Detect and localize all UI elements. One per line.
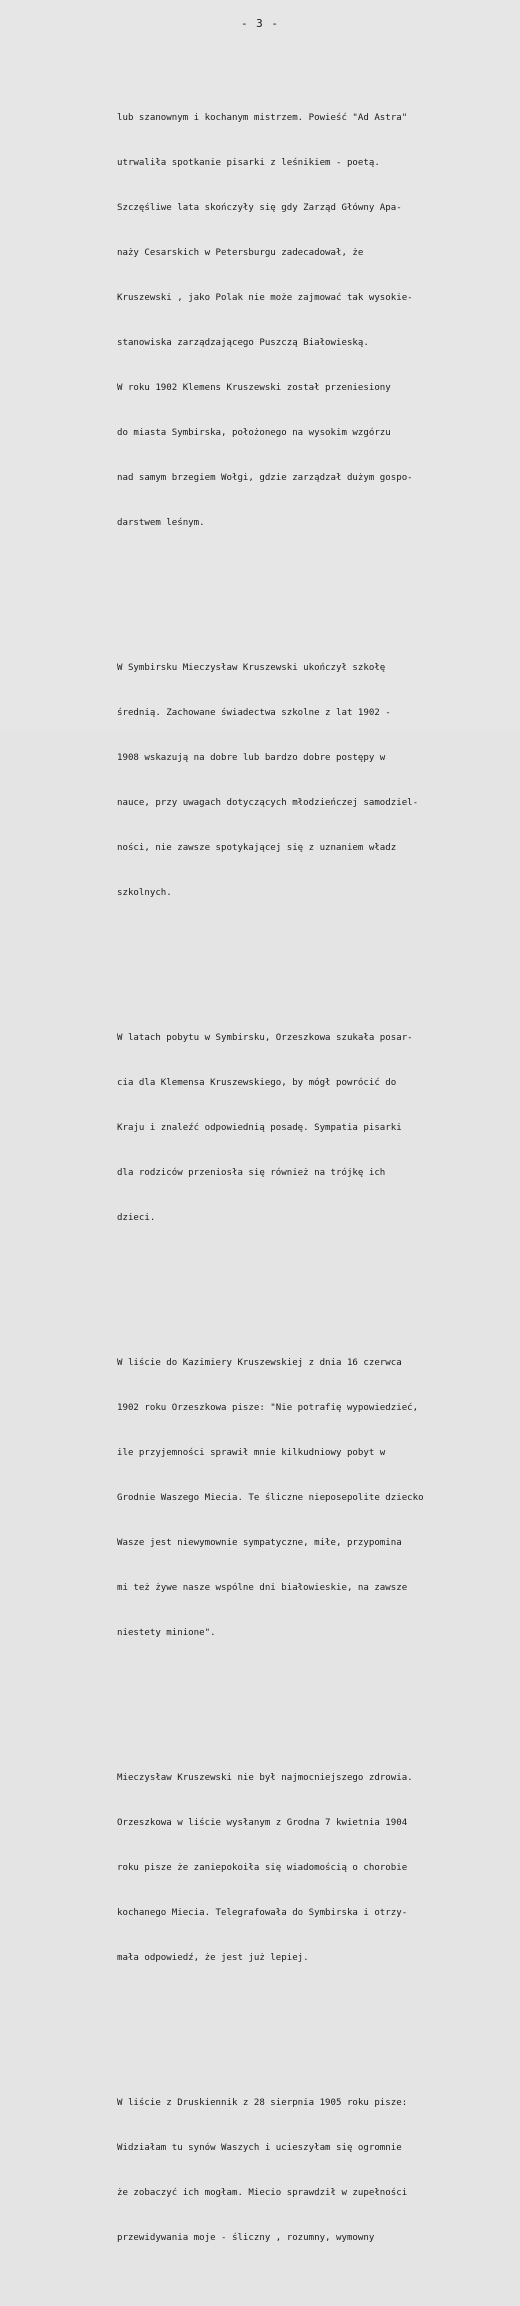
text-line: średnią. Zachowane świadectwa szkolne z lat 1902 -: [117, 708, 391, 718]
text-line: przewidywania moje - śliczny , rozumny, wymowny: [117, 2233, 375, 2243]
text-line: Wasze jest niewymownie sympatyczne, miłe, przypomina: [117, 1538, 402, 1548]
text-line: Mieczysław Kruszewski nie był najmocniejszego zdrowia.: [117, 1773, 413, 1783]
text-line: 1902 roku Orzeszkowa pisze: "Nie potrafię wypowiedzieć,: [117, 1403, 419, 1413]
text-line: roku pisze że zaniepokoiła się wiadomością o chorobie: [117, 1863, 408, 1873]
paragraph: [117, 1741, 424, 1996]
paragraph: [117, 2066, 424, 2276]
paragraph: [117, 81, 424, 561]
text-line: lub szanownym i kochanym mistrzem. Powieść "Ad Astra": [117, 113, 408, 123]
text-line: dzieci.: [117, 1213, 156, 1223]
text-line: mała odpowiedź, że jest już lepiej.: [117, 1953, 309, 1963]
text-line: stanowiska zarządzającego Puszczą Białowieską.: [117, 338, 369, 348]
text-line: do miasta Symbirska, położonego na wysokim wzgórzu: [117, 428, 391, 438]
text-line: Widziałam tu synów Waszych i ucieszyłam się ogromnie: [117, 2143, 402, 2153]
text-line: cia dla Klemensa Kruszewskiego, by mógł powrócić do: [117, 1078, 397, 1088]
paragraph: [117, 1001, 424, 1256]
text-line: Grodnie Waszego Miecia. Te śliczne nieposepolite dziecko: [117, 1493, 424, 1503]
text-line: szkolnych.: [117, 888, 172, 898]
text-line: Kruszewski , jako Polak nie może zajmować tak wysokie-: [117, 293, 413, 303]
text-line: dla rodziców przeniosła się również na trójkę ich: [117, 1168, 386, 1178]
text-line: W Symbirsku Mieczysław Kruszewski ukończył szkołę: [117, 663, 386, 673]
text-line: Kraju i znaleźć odpowiednią posadę. Sympatia pisarki: [117, 1123, 402, 1133]
text-line: W roku 1902 Klemens Kruszewski został przeniesiony: [117, 383, 391, 393]
text-line: 1908 wskazują na dobre lub bardzo dobre postępy w: [117, 753, 386, 763]
text-line: ności, nie zawsze spotykającej się z uznaniem władz: [117, 843, 397, 853]
text-line: kochanego Miecia. Telegrafowała do Symbirska i otrzy-: [117, 1908, 408, 1918]
text-line: W liście z Druskiennik z 28 sierpnia 1905 roku pisze:: [117, 2098, 408, 2108]
body-text: [117, 51, 424, 2306]
text-line: niestety minione".: [117, 1628, 216, 1638]
text-line: nad samym brzegiem Wołgi, gdzie zarządzał dużym gospo-: [117, 473, 413, 483]
text-line: W liście do Kazimiery Kruszewskiej z dnia 16 czerwca: [117, 1358, 402, 1368]
text-line: że zobaczyć ich mogłam. Miecio sprawdził w zupełności: [117, 2188, 408, 2198]
paragraph: [117, 631, 424, 931]
text-line: mi też żywe nasze wspólne dni białowieskie, na zawsze: [117, 1583, 408, 1593]
text-line: nauce, przy uwagach dotyczących młodzieńczej samodziel-: [117, 798, 419, 808]
text-line: W latach pobytu w Symbirsku, Orzeszkowa szukała posar-: [117, 1033, 413, 1043]
text-line: Orzeszkowa w liście wysłanym z Grodna 7 kwietnia 1904: [117, 1818, 408, 1828]
paragraph: [117, 1326, 424, 1671]
text-line: utrwaliła spotkanie pisarki z leśnikiem - poetą.: [117, 158, 380, 168]
text-line: naży Cesarskich w Petersburgu zadecadował, że: [117, 248, 364, 258]
page-number: - 3 -: [240, 17, 280, 30]
text-line: Szczęśliwe lata skończyły się gdy Zarząd Główny Apa-: [117, 203, 402, 213]
text-line: darstwem leśnym.: [117, 518, 205, 528]
text-line: ile przyjemności sprawił mnie kilkudniowy pobyt w: [117, 1448, 386, 1458]
